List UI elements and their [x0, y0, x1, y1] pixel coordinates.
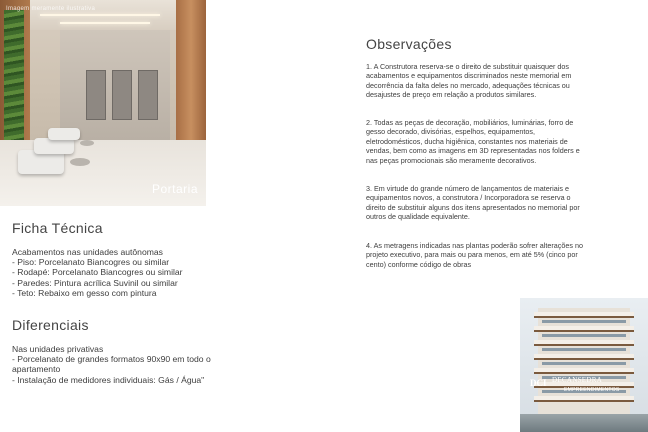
ficha-line: Acabamentos nas unidades autônomas: [12, 247, 163, 257]
building-render: [520, 298, 648, 432]
elevator-door: [112, 70, 132, 120]
ficha-tecnica-list: [12, 247, 183, 298]
observacao-paragraph-1: 1. A Construtora reserva-se o direito de substituir quaisquer dos acabamentos e equipamentos discriminados neste memorial em decorrência da falta deles no mercado, adequações técnicas ou desajustes de preço em relação a produtos similares.: [366, 62, 572, 100]
logo-mark: DCI: [530, 378, 547, 388]
sofa: [34, 138, 74, 154]
elevator-door: [138, 70, 158, 120]
observacao-paragraph-2: 2. Todas as peças de decoração, mobiliários, luminárias, forro de gesso decorado, divisórias, espelhos, equipamentos, eletrodomésticos, ducha higiênica, constantes nos materiais de vendas, bem como as imagens em 3D representadas nos folders e nas peças promocionais são meramente decorativos.: [366, 118, 580, 165]
building-floor: [534, 396, 634, 402]
building-floor: [534, 354, 634, 360]
logo-subtext: EMPREENDIMENTOS: [564, 387, 620, 393]
photo-caption: Portaria: [151, 182, 198, 196]
sofa: [48, 128, 80, 140]
coffee-table: [70, 158, 90, 166]
ceiling-light: [60, 22, 150, 24]
photo-watermark: Imagem meramente ilustrativa: [6, 6, 96, 12]
diferenciais-line: - Porcelanato de grandes formatos 90x90 em todo o: [12, 354, 211, 365]
building-ground: [520, 414, 648, 432]
observacao-paragraph-4: 4. As metragens indicadas nas plantas poderão sofrer alterações no projeto executivo, para mais ou para menos, em até 5% (cinco por cento) conforme código de obras: [366, 241, 583, 269]
coffee-table: [80, 140, 94, 146]
lobby-photo: [0, 0, 206, 206]
logo-text: DECANSEDRA: [552, 376, 603, 384]
building-glass: [542, 320, 626, 323]
building-glass: [542, 362, 626, 365]
diferenciais-line: - Instalação de medidores individuais: Gás / Água": [12, 374, 205, 385]
diferenciais-heading: Diferenciais: [12, 317, 89, 333]
building-glass: [542, 334, 626, 337]
diferenciais-line: Nas unidades privativas: [12, 344, 104, 354]
observacao-paragraph-3: 3. Em virtude do grande número de lançamentos de materiais e equipamentos novos, a construtora / Incorporadora se reserva o direito de substituir alguns dos itens apresentados no memorial por outros de qualidade equivalente.: [366, 184, 580, 222]
observacoes-heading: Observações: [366, 36, 452, 52]
ficha-line: - Rodapé: Porcelanato Biancogres ou similar: [12, 267, 183, 278]
building-floor: [534, 340, 634, 346]
elevator-door: [86, 70, 106, 120]
building-floor: [534, 368, 634, 374]
building-floor: [534, 312, 634, 318]
ficha-line: - Teto: Rebaixo em gesso com pintura: [12, 287, 157, 298]
ficha-line: - Piso: Porcelanato Biancogres ou similar: [12, 257, 170, 268]
building-floor: [534, 326, 634, 332]
diferenciais-line: apartamento: [12, 364, 61, 375]
ceiling-light: [40, 14, 160, 16]
building-glass: [542, 348, 626, 351]
diferenciais-list: [12, 344, 211, 385]
ficha-tecnica-heading: Ficha Técnica: [12, 220, 103, 236]
ficha-line: - Paredes: Pintura acrílica Suvinil ou similar: [12, 277, 178, 288]
